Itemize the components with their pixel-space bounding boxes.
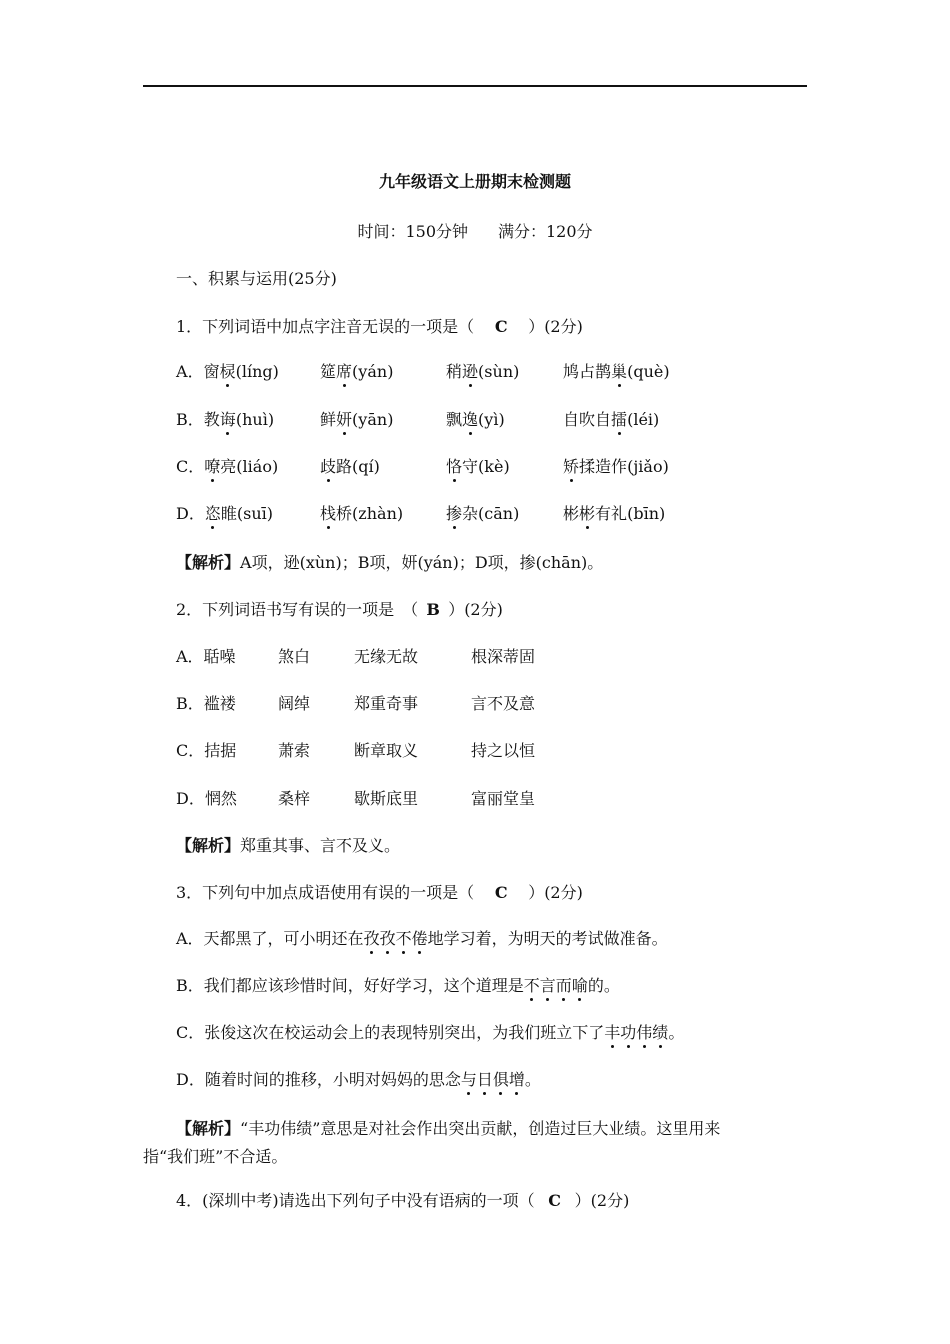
exam-score: 满分：120分 (498, 222, 593, 241)
question-4-stem (176, 1190, 629, 1212)
question-3-analysis (143, 1115, 773, 1171)
option-d-word-1: D．惘然 (176, 789, 237, 808)
option-b-word-2: 鲜妍(yān) (320, 410, 394, 429)
option-c-word-4: 矫揉造作(jiǎo) (563, 457, 669, 476)
analysis-label: 【解析】 (176, 1119, 241, 1138)
analysis-text: A项，逊(xùn)；B项，妍(yán)；D项，掺(chān)。 (240, 553, 604, 572)
question-4-answer: C (548, 1191, 562, 1210)
option-c-word-2: 萧索 (278, 741, 311, 760)
option-a-word-2: 煞白 (278, 647, 311, 666)
option-b-word-2: 阔绰 (278, 694, 311, 713)
option-c-word-2: 歧路(qí) (320, 457, 380, 476)
option-a-word-4: 根深蒂固 (471, 647, 536, 666)
option-d-word-3: 掺杂(cān) (446, 504, 520, 523)
question-1-analysis (176, 552, 603, 574)
option-a-word-1: A．聒噪 (176, 647, 236, 666)
question-2-points: ）(2分) (448, 600, 503, 619)
analysis-label: 【解析】 (176, 553, 241, 572)
option-a-word-1: A．窗棂(líng) (176, 362, 279, 381)
option-b-word-1: B．褴褛 (176, 694, 236, 713)
option-b-word-3: 郑重奇事 (354, 694, 419, 713)
question-2-stem (176, 599, 503, 621)
option-d: D．随着时间的推移，小明对妈妈的思念与日俱增。 (176, 1070, 541, 1089)
exam-time: 时间：150分钟 (357, 222, 468, 241)
analysis-text-continued: 指“我们班”不合适。 (143, 1147, 288, 1166)
question-1-stem (176, 316, 583, 338)
question-4-points: ）(2分) (574, 1191, 630, 1210)
page-title: 九年级语文上册期末检测题 (378, 172, 571, 191)
analysis-text: 郑重其事、言不及义。 (240, 836, 401, 855)
question-1-points: ）(2分) (528, 317, 583, 336)
option-c-word-3: 恪守(kè) (446, 457, 510, 476)
analysis-label: 【解析】 (176, 836, 241, 855)
option-a-word-2: 筵席(yán) (320, 362, 394, 381)
option-a-word-3: 稍逊(sùn) (446, 362, 520, 381)
option-b-word-1: B．教诲(huì) (176, 410, 275, 429)
question-4-text: 4．(深圳中考)请选出下列句子中没有语病的一项（ (176, 1191, 535, 1210)
option-d-word-1: D．恣睢(suī) (176, 504, 274, 523)
header-rule (143, 85, 807, 87)
question-3-text: 3．下列句中加点成语使用有误的一项是（ (176, 883, 475, 902)
option-b-word-3: 飘逸(yì) (446, 410, 505, 429)
question-2-answer: B (426, 600, 440, 619)
option-d-word-2: 栈桥(zhàn) (320, 504, 404, 523)
option-b: B．我们都应该珍惜时间，好好学习，这个道理是不言而喻的。 (176, 976, 620, 995)
question-1-answer: C (494, 317, 508, 336)
option-c: C．张俊这次在校运动会上的表现特别突出，为我们班立下了丰功伟绩。 (176, 1023, 685, 1042)
option-a-word-4: 鸠占鹊巢(què) (563, 362, 670, 381)
question-3-stem (176, 882, 583, 904)
option-b-word-4: 自吹自擂(léi) (563, 410, 660, 429)
question-3-points: ）(2分) (528, 883, 583, 902)
analysis-text: “丰功伟绩”意思是对社会作出突出贡献，创造过巨大业绩。这里用来 (240, 1119, 721, 1138)
option-c-word-1: C．拮据 (176, 741, 237, 760)
section-heading: 一、积累与运用(25分) (176, 269, 337, 288)
option-c-word-3: 断章取义 (354, 741, 419, 760)
option-c-word-4: 持之以恒 (471, 741, 536, 760)
option-d-word-2: 桑梓 (278, 789, 311, 808)
question-2-analysis (176, 835, 400, 857)
option-d-word-4: 彬彬有礼(bīn) (563, 504, 666, 523)
option-c-word-1: C．嘹亮(liáo) (176, 457, 279, 476)
question-2-text: 2．下列词语书写有误的一项是 （ (176, 600, 419, 619)
exam-info (0, 221, 950, 243)
option-a: A．天都黑了，可小明还在孜孜不倦地学习着，为明天的考试做准备。 (176, 929, 668, 948)
option-d-word-4: 富丽堂皇 (471, 789, 536, 808)
question-1-text: 1．下列词语中加点字注音无误的一项是（ (176, 317, 475, 336)
question-3-answer: C (494, 883, 508, 902)
option-b-word-4: 言不及意 (471, 694, 536, 713)
option-d-word-3: 歇斯底里 (354, 789, 419, 808)
option-a-word-3: 无缘无故 (354, 647, 419, 666)
